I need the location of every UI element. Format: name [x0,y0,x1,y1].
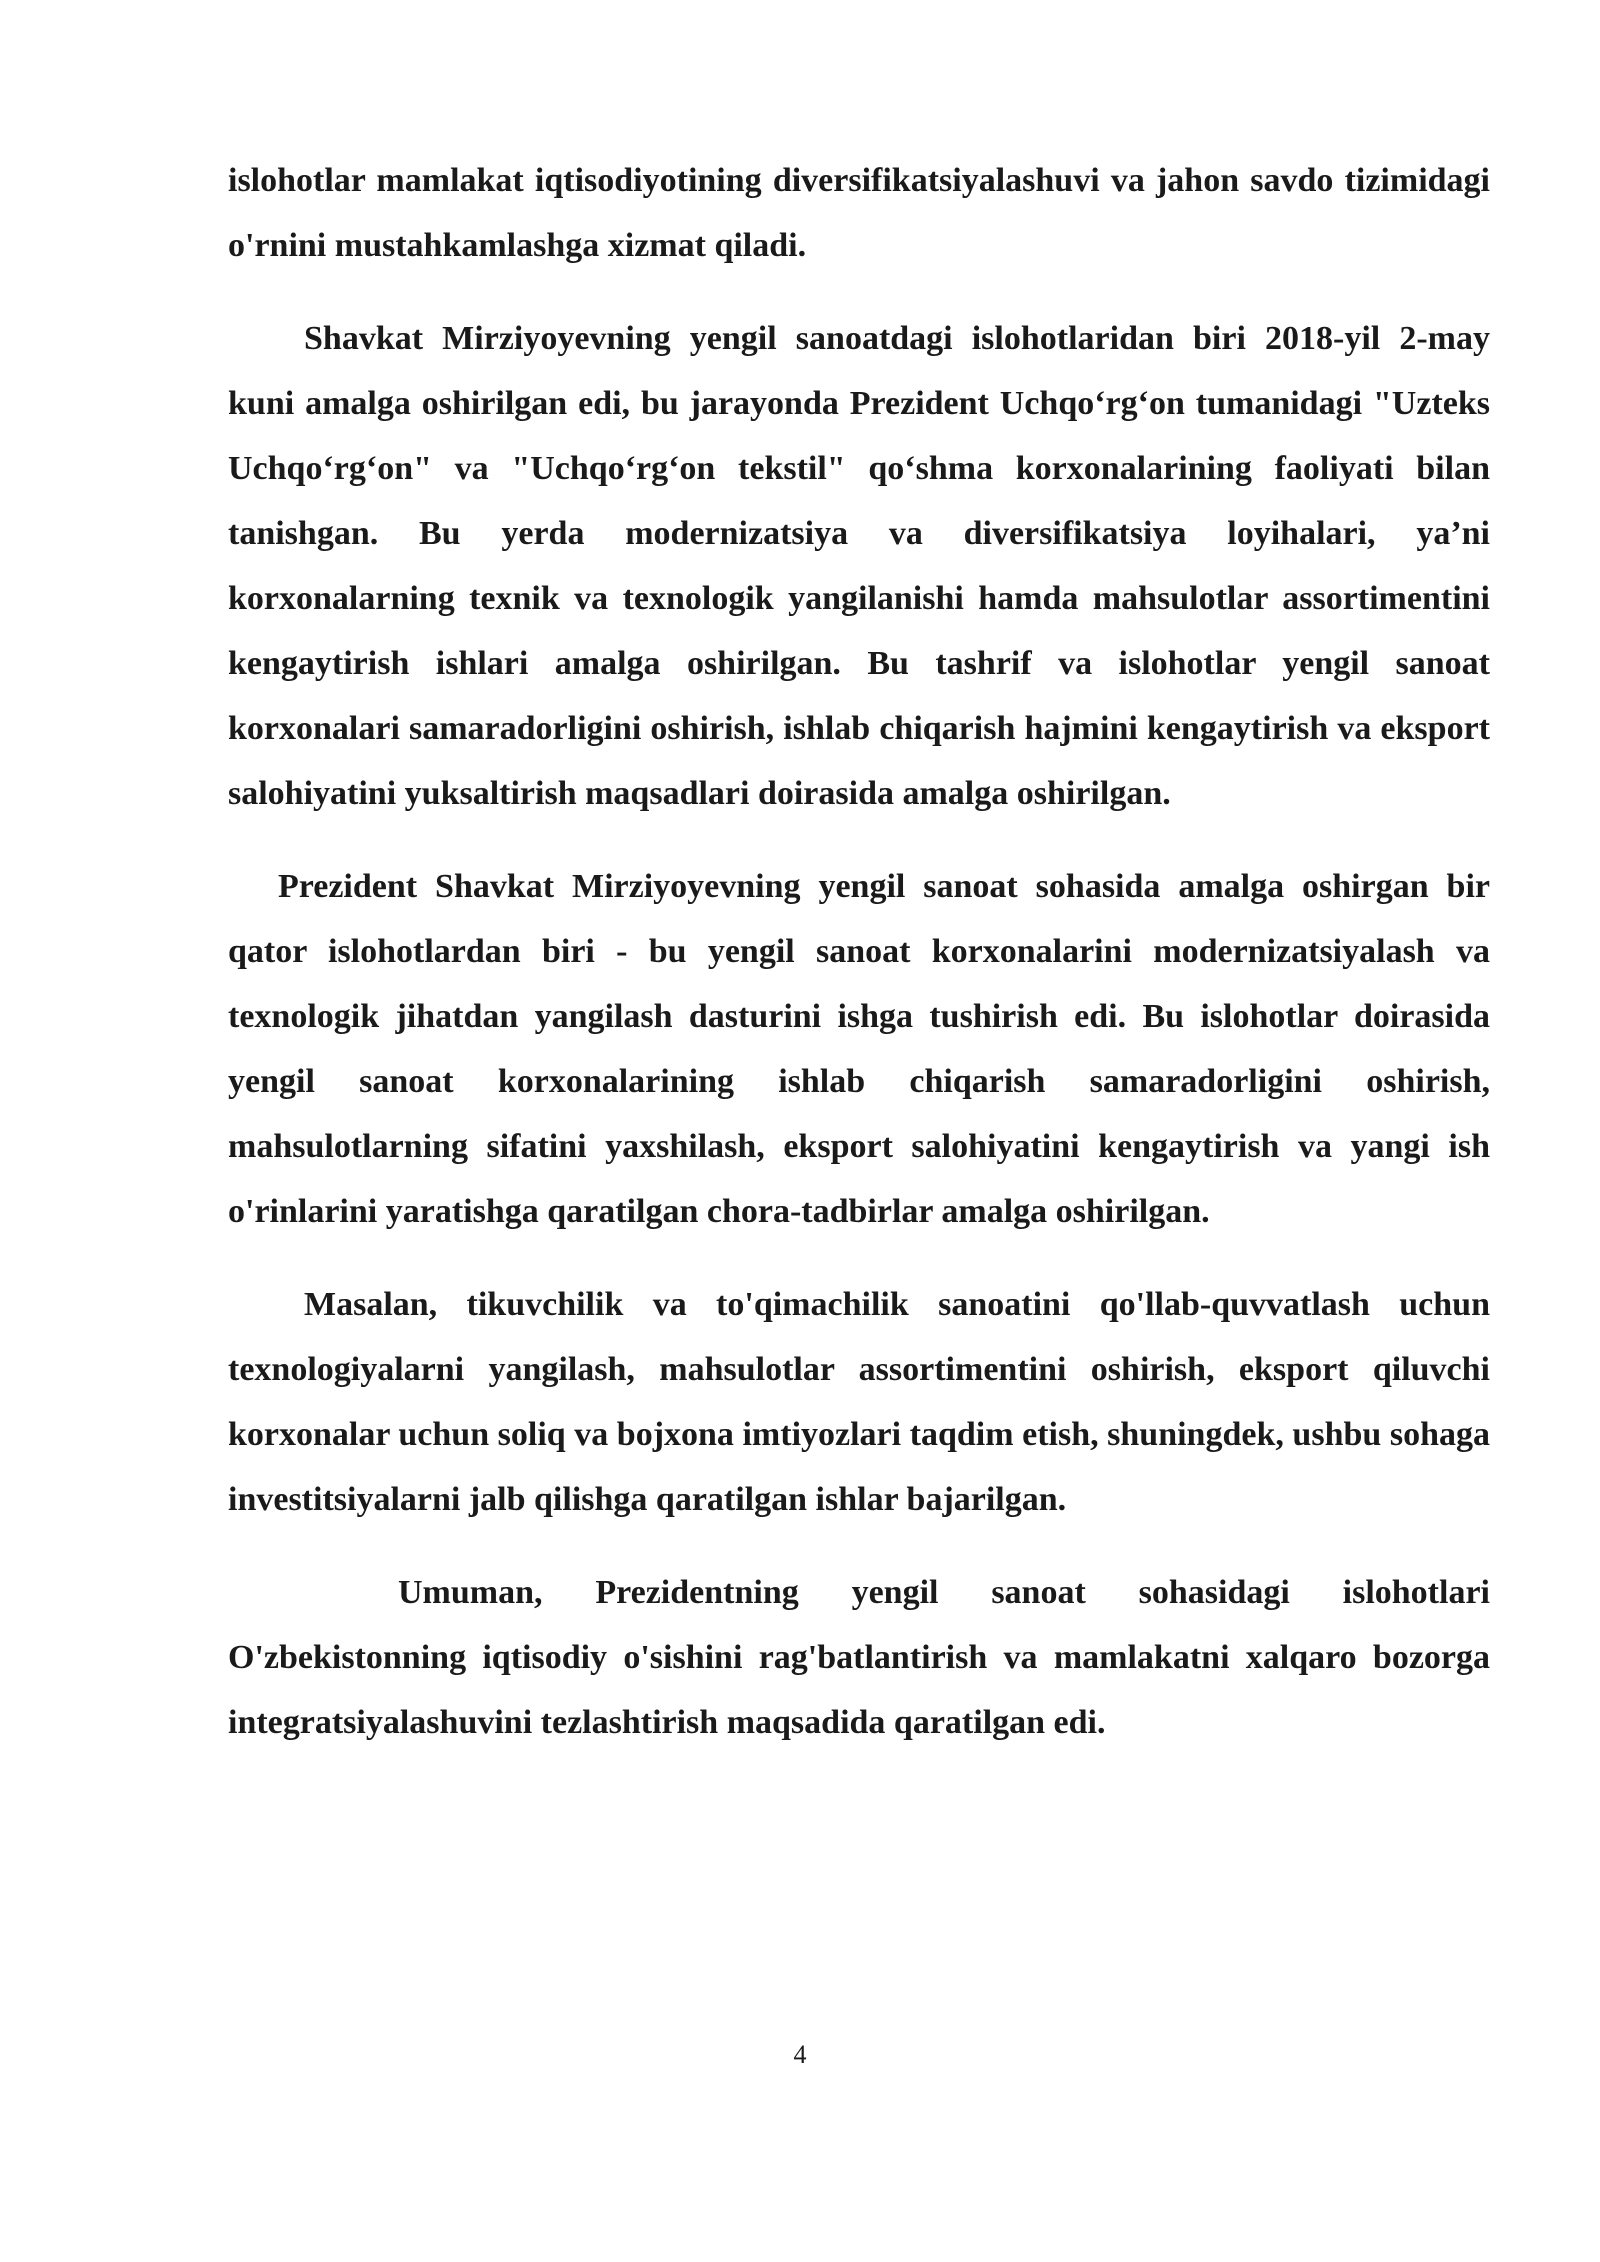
paragraph-textile-support: Masalan, tikuvchilik va to'qimachilik sanoatini qo'llab-quvvatlash uchun texnologiyalarni yangilash, mahsulotlar assortimentini oshirish, eksport qiluvchi korxonalar uchun soliq va bojxona imtiyozlari taqdim etish, shuningdek, ushbu sohaga investitsiyalarni jalb qilishga qaratilgan ishlar bajarilgan. [228,1286,1490,1518]
document-body [228,148,1490,1755]
paragraph-uchqorgon-visit: Shavkat Mirziyoyevning yengil sanoatdagi islohotlaridan biri 2018-yil 2-may kuni amalga oshirilgan edi, bu jarayonda Prezident Uchqo‘rg‘on tumanidagi "Uzteks Uchqo‘rg‘on" va "Uchqo‘rg‘on tekstil" qo‘shma korxonalarining faoliyati bilan tanishgan. Bu yerda modernizatsiya va diversifikatsiya loyihalari, ya’ni korxonalarning texnik va texnologik yangilanishi hamda mahsulotlar assortimentini kengaytirish ishlari amalga oshirilgan. Bu tashrif va islohotlar yengil sanoat korxonalari samaradorligini oshirish, ishlab chiqarish hajmini kengaytirish va eksport salohiyatini yuksaltirish maqsadlari doirasida amalga oshirilgan. [228,320,1490,812]
paragraph-continuation: islohotlar mamlakat iqtisodiyotining diversifikatsiyalashuvi va jahon savdo tizimidagi o'rnini mustahkamlashga xizmat qiladi. [228,162,1490,264]
page-number: 4 [793,2040,807,2069]
paragraph-modernization-program: Prezident Shavkat Mirziyoyevning yengil sanoat sohasida amalga oshirgan bir qator islohotlardan biri - bu yengil sanoat korxonalarini modernizatsiyalash va texnologik jihatdan yangilash dasturini ishga tushirish edi. Bu islohotlar doirasida yengil sanoat korxonalarining ishlab chiqarish samaradorligini oshirish, mahsulotlarning sifatini yaxshilash, eksport salohiyatini kengaytirish va yangi ish o'rinlarini yaratishga qaratilgan chora-tadbirlar amalga oshirilgan. [228,868,1490,1230]
paragraph-conclusion: Umuman, Prezidentning yengil sanoat sohasidagi islohotlari O'zbekistonning iqtisodiy o'sishini rag'batlantirish va mamlakatni xalqaro bozorga integratsiyalashuvini tezlashtirish maqsadida qaratilgan edi. [228,1574,1490,1741]
